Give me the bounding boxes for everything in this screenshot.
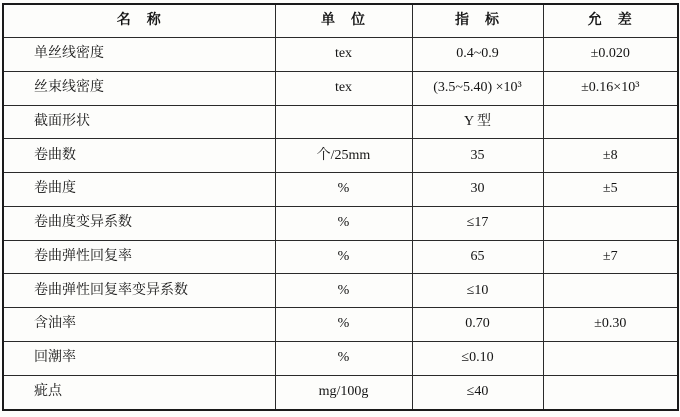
column-header-tolerance: 允 差 [543, 4, 678, 38]
cell-tolerance: ±0.30 [543, 308, 678, 342]
cell-unit: % [275, 308, 412, 342]
column-header-unit: 单 位 [275, 4, 412, 38]
specification-table-container [2, 3, 677, 411]
cell-name: 卷曲数 [3, 139, 275, 173]
cell-unit: tex [275, 71, 412, 105]
cell-value: 35 [412, 139, 543, 173]
cell-tolerance [543, 375, 678, 410]
cell-name: 回潮率 [3, 341, 275, 375]
table-body [3, 38, 678, 411]
cell-name: 含油率 [3, 308, 275, 342]
cell-unit: tex [275, 38, 412, 72]
cell-tolerance: ±7 [543, 240, 678, 274]
cell-tolerance: ±8 [543, 139, 678, 173]
cell-name: 疵点 [3, 375, 275, 410]
cell-unit: % [275, 240, 412, 274]
cell-unit: % [275, 173, 412, 207]
table-row [3, 173, 678, 207]
cell-value: 0.70 [412, 308, 543, 342]
cell-value: ≤10 [412, 274, 543, 308]
cell-value: ≤0.10 [412, 341, 543, 375]
column-header-name: 名 称 [3, 4, 275, 38]
table-row [3, 240, 678, 274]
table-row [3, 139, 678, 173]
cell-value: Y 型 [412, 105, 543, 139]
cell-name: 卷曲度变异系数 [3, 206, 275, 240]
cell-name: 卷曲度 [3, 173, 275, 207]
cell-tolerance: ±0.16×10³ [543, 71, 678, 105]
table-row [3, 308, 678, 342]
table-row [3, 375, 678, 410]
table-row [3, 71, 678, 105]
cell-unit: mg/100g [275, 375, 412, 410]
cell-tolerance: ±0.020 [543, 38, 678, 72]
table-row [3, 38, 678, 72]
cell-value: 0.4~0.9 [412, 38, 543, 72]
cell-unit: 个/25mm [275, 139, 412, 173]
cell-name: 单丝线密度 [3, 38, 275, 72]
cell-value: 30 [412, 173, 543, 207]
cell-value: ≤40 [412, 375, 543, 410]
cell-name: 丝束线密度 [3, 71, 275, 105]
cell-tolerance [543, 206, 678, 240]
cell-name: 截面形状 [3, 105, 275, 139]
column-header-index: 指 标 [412, 4, 543, 38]
cell-unit [275, 105, 412, 139]
table-header-row [3, 4, 678, 38]
cell-name: 卷曲弹性回复率 [3, 240, 275, 274]
cell-unit: % [275, 274, 412, 308]
cell-name: 卷曲弹性回复率变异系数 [3, 274, 275, 308]
cell-value: 65 [412, 240, 543, 274]
cell-tolerance: ±5 [543, 173, 678, 207]
cell-value: ≤17 [412, 206, 543, 240]
cell-tolerance [543, 105, 678, 139]
cell-value: (3.5~5.40) ×10³ [412, 71, 543, 105]
cell-tolerance [543, 274, 678, 308]
table-row [3, 206, 678, 240]
specification-table [2, 3, 679, 411]
table-row [3, 341, 678, 375]
cell-unit: % [275, 341, 412, 375]
table-row [3, 274, 678, 308]
cell-unit: % [275, 206, 412, 240]
cell-tolerance [543, 341, 678, 375]
table-row [3, 105, 678, 139]
